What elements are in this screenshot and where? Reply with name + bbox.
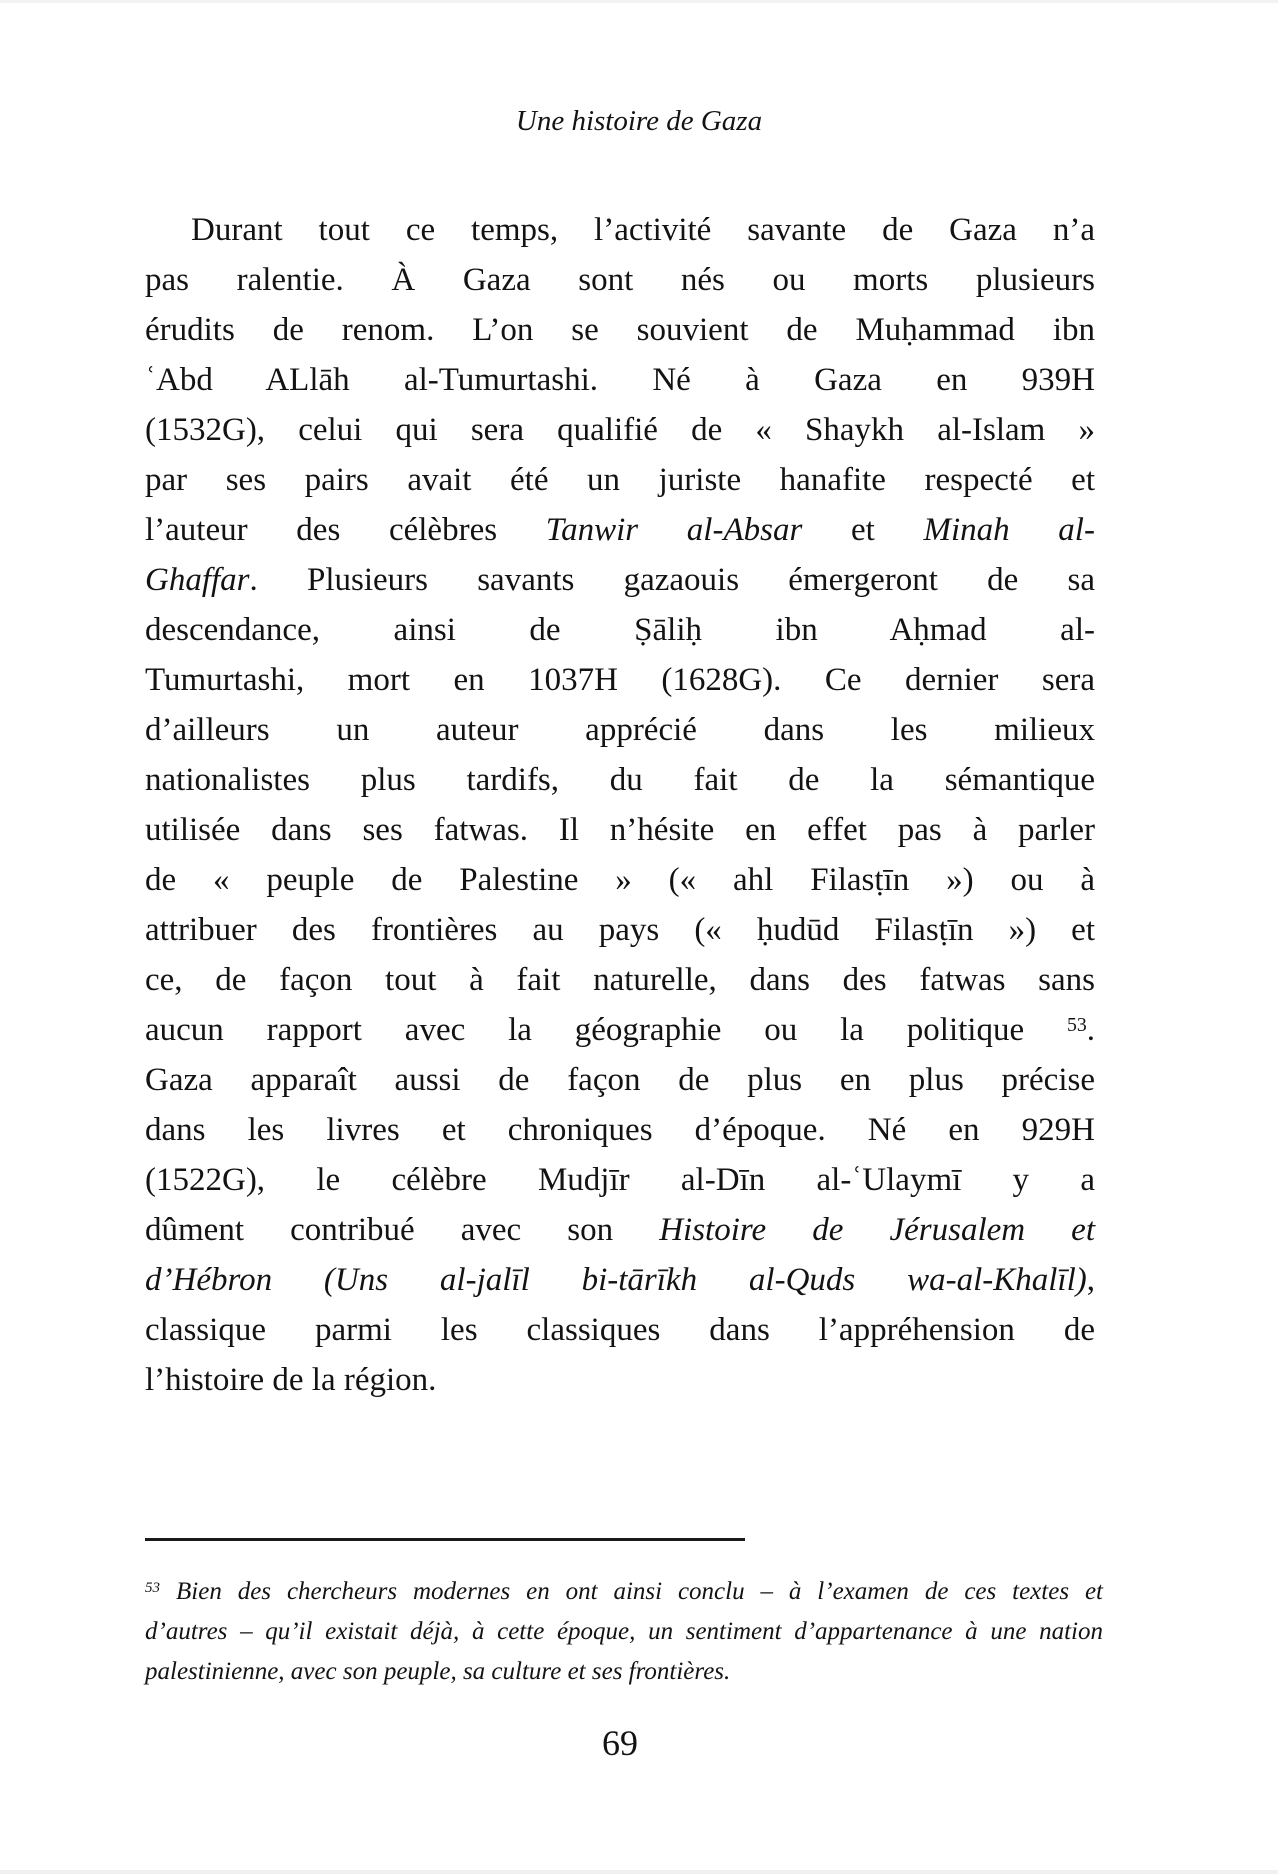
text-run: (1522G), le célèbre Mudjīr al-Dīn al-ʿUlaymī y a — [145, 1162, 1095, 1198]
text-line — [145, 905, 1095, 955]
text-line — [145, 1155, 1095, 1205]
text-line — [145, 355, 1095, 405]
text-line — [145, 305, 1095, 355]
text-run: érudits de renom. L’on se souvient de Muḥammad ibn — [145, 312, 1095, 348]
text-run: l’auteur des célèbres — [145, 512, 546, 548]
text-line — [145, 1055, 1095, 1105]
text-run: d’autres – qu’il existait déjà, à cette époque, un sentiment d’appartenance à une nation — [145, 1618, 1103, 1645]
text-line — [145, 1105, 1095, 1155]
text-run: Tumurtashi, mort en 1037H (1628G). Ce dernier sera — [145, 662, 1095, 698]
text-line — [145, 1305, 1095, 1355]
text-line — [145, 805, 1095, 855]
text-run: d’ailleurs un auteur apprécié dans les milieux — [145, 712, 1095, 748]
superscript-ref: 53 — [145, 1580, 160, 1597]
text-run: ʿAbd ALlāh al-Tumurtashi. Né à Gaza en 939H — [145, 362, 1095, 398]
text-run: d’Hébron (Uns al-jalīl bi-tārīkh al-Quds wa-al-Khalīl) — [145, 1262, 1087, 1298]
text-line — [145, 255, 1095, 305]
body-paragraph — [145, 205, 1095, 1405]
text-line — [145, 705, 1095, 755]
text-run: utilisée dans ses fatwas. Il n’hésite en effet pas à parler — [145, 812, 1095, 848]
text-run: Minah al- — [923, 512, 1095, 548]
text-line — [145, 1612, 1103, 1652]
text-run: par ses pairs avait été un juriste hanafite respecté et — [145, 462, 1095, 498]
text-line — [145, 605, 1095, 655]
text-line — [145, 205, 1095, 255]
text-run: Ghaffar — [145, 562, 250, 598]
text-run: dans les livres et chroniques d’époque. Né en 929H — [145, 1112, 1095, 1148]
text-run: de « peuple de Palestine » (« ahl Filasṭīn ») ou à — [145, 862, 1095, 898]
footnote-separator — [145, 1538, 745, 1541]
text-run: Histoire de Jérusalem et — [659, 1212, 1095, 1248]
text-run: Gaza apparaît aussi de façon de plus en plus précise — [145, 1062, 1095, 1098]
text-line — [145, 1355, 1095, 1405]
footnote — [145, 1572, 1103, 1692]
text-line — [145, 405, 1095, 455]
text-run: Tanwir al-Absar — [545, 512, 803, 548]
text-run: , — [1086, 1262, 1095, 1298]
text-line — [145, 1005, 1095, 1055]
text-line — [145, 555, 1095, 605]
text-run: nationalistes plus tardifs, du fait de la sémantique — [145, 762, 1095, 798]
text-run: Durant tout ce temps, l’activité savante de Gaza n’a — [191, 212, 1095, 248]
text-line — [145, 955, 1095, 1005]
text-run: . Plusieurs savants gazaouis émergeront de sa — [249, 562, 1095, 598]
text-line — [145, 1652, 1103, 1692]
superscript-ref: 53 — [1066, 1014, 1087, 1037]
text-line — [145, 505, 1095, 555]
text-line — [145, 1205, 1095, 1255]
text-line — [145, 1572, 1103, 1612]
text-run: et — [802, 512, 924, 548]
text-line — [145, 1255, 1095, 1305]
text-run: descendance, ainsi de Ṣāliḥ ibn Aḥmad al- — [145, 612, 1095, 648]
text-run: palestinienne, avec son peuple, sa culture et ses frontières. — [145, 1658, 731, 1685]
page-number: 69 — [602, 1723, 638, 1763]
text-line — [145, 455, 1095, 505]
text-line — [145, 655, 1095, 705]
text-run: pas ralentie. À Gaza sont nés ou morts plusieurs — [145, 262, 1095, 298]
text-run: (1532G), celui qui sera qualifié de « Shaykh al-Islam » — [145, 412, 1095, 448]
text-run: ce, de façon tout à fait naturelle, dans des fatwas sans — [145, 962, 1095, 998]
text-run: aucun rapport avec la géographie ou la politique — [145, 1012, 1067, 1048]
text-line — [145, 755, 1095, 805]
page-bottom-edge — [0, 1870, 1278, 1874]
running-header: Une histoire de Gaza — [515, 105, 763, 137]
text-line — [145, 855, 1095, 905]
text-run: dûment contribué avec son — [145, 1212, 660, 1248]
text-run: attribuer des frontières au pays (« ḥudūd Filasṭīn ») et — [145, 912, 1095, 948]
text-run: l’histoire de la région. — [145, 1362, 437, 1398]
page-top-edge — [0, 0, 1278, 3]
text-run: classique parmi les classiques dans l’appréhension de — [145, 1312, 1095, 1348]
text-run: Bien des chercheurs modernes en ont ainsi conclu – à l’examen de ces textes et — [176, 1578, 1103, 1605]
text-run: . — [1086, 1012, 1095, 1048]
